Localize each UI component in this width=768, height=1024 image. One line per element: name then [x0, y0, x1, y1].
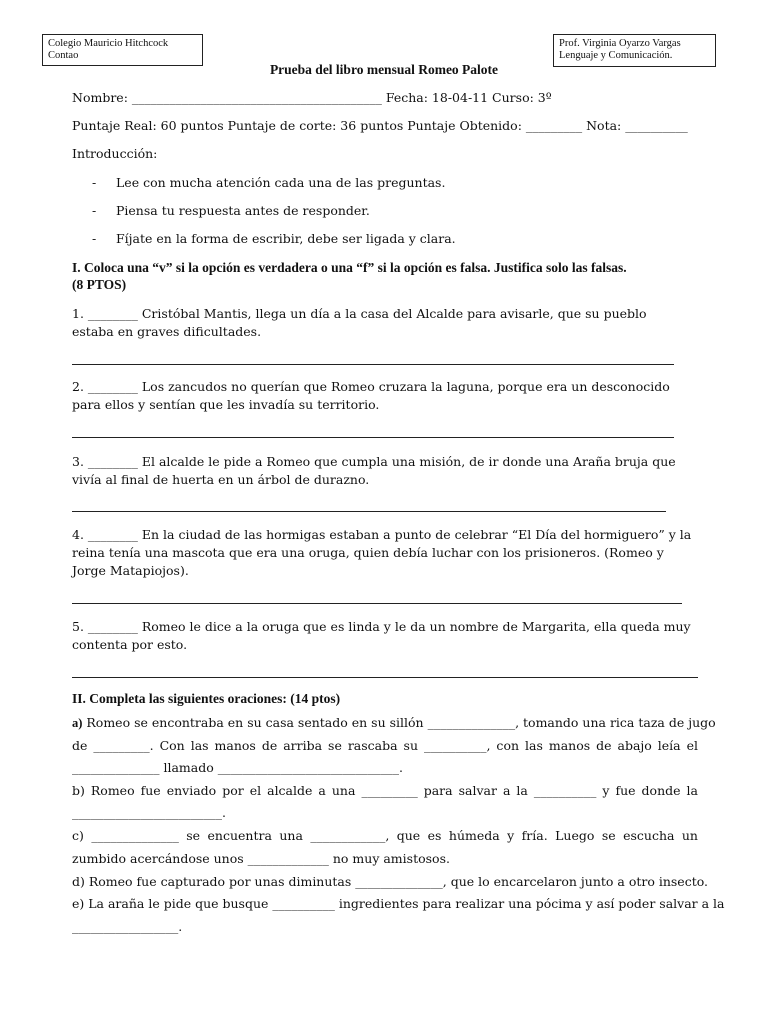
sentence-e-2: _________________.: [72, 919, 183, 934]
bullet-text: Piensa tu respuesta antes de responder.: [116, 203, 370, 218]
name-date-line: Nombre: ________________________________________ Fecha: 18-04-11 Curso: 3º: [72, 90, 552, 105]
question-4: 4. ________ En la ciudad de las hormigas estaban a punto de celebrar “El Día del hormiguero” y la reina tenía una mascota que era una oruga, quien debía luchar con los prisioneros. (Romeo y Jorge Matapiojos).: [72, 527, 692, 578]
bullet-dash: -: [92, 203, 97, 218]
intro-bullet: [92, 231, 456, 246]
question-1: 1. ________ Cristóbal Mantis, llega un día a la casa del Alcalde para avisarle, que su pueblo estaba en graves dificultades.: [72, 306, 647, 339]
intro-heading: Introducción:: [72, 146, 158, 161]
intro-bullet: [92, 203, 370, 218]
sentence-text: Romeo se encontraba en su casa sentado en su sillón ______________, tomando una rica taza de jugo: [82, 715, 716, 730]
bullet-text: Lee con mucha atención cada una de las preguntas.: [116, 175, 446, 190]
section2-heading: II. Completa las siguientes oraciones: (14 ptos): [72, 691, 341, 706]
sentence-b-2: ________________________.: [72, 805, 226, 820]
page-title: Prueba del libro mensual Romeo Palote: [269, 62, 499, 77]
answer-line-4: [72, 603, 682, 604]
score-line: Puntaje Real: 60 puntos Puntaje de corte: 36 puntos Puntaje Obtenido: _________ Nota: __________: [72, 118, 688, 133]
school-location: Contao: [48, 50, 79, 61]
school-name: Colegio Mauricio Hitchcock: [48, 38, 169, 49]
question-5: 5. ________ Romeo le dice a la oruga que es linda y le da un nombre de Margarita, ella queda muy contenta por esto.: [72, 619, 691, 652]
sentence-a-2: de _________. Con las manos de arriba se rascaba su __________, con las manos de abajo leía el: [72, 738, 698, 753]
bullet-dash: -: [92, 175, 97, 190]
question-2: 2. ________ Los zancudos no querían que Romeo cruzara la laguna, porque era un desconocido para ellos y sentían que les invadía su territorio.: [72, 379, 670, 412]
answer-line-3: [72, 511, 666, 512]
question-3: 3. ________ El alcalde le pide a Romeo que cumpla una misión, de ir donde una Araña bruja que vivía al final de huerta en un árbol de durazno.: [72, 454, 676, 487]
bullet-dash: -: [92, 231, 97, 246]
answer-line-1: [72, 364, 674, 365]
sentence-e-1: e) La araña le pide que busque __________ ingredientes para realizar una pócima y así poder salvar a la: [72, 896, 725, 911]
teacher-name: Prof. Virginia Oyarzo Vargas: [559, 38, 681, 49]
item-label: a): [72, 716, 83, 730]
bullet-text: Fíjate en la forma de escribir, debe ser ligada y clara.: [116, 231, 456, 246]
answer-line-2: [72, 437, 674, 438]
section1-points: (8 PTOS): [72, 277, 127, 292]
sentence-d-1: d) Romeo fue capturado por unas diminutas ______________, que lo encarcelaron junto a otro insecto.: [72, 874, 709, 889]
sentence-c-1: c) ______________ se encuentra una ____________, que es húmeda y fría. Luego se escucha un: [72, 828, 698, 843]
section1-heading: I. Coloca una “v” si la opción es verdadera o una “f” si la opción es falsa. Justifica solo las falsas.: [72, 260, 627, 275]
subject-name: Lenguaje y Comunicación.: [559, 50, 673, 61]
sentence-b-1: b) Romeo fue enviado por el alcalde a una _________ para salvar a la __________ y fue donde la: [72, 783, 698, 798]
sentence-a-1: [72, 715, 716, 731]
answer-line-5: [72, 677, 698, 678]
sentence-c-2: zumbido acercándose unos _____________ no muy amistosos.: [72, 851, 450, 866]
intro-bullet: [92, 175, 445, 190]
sentence-a-3: ______________ llamado _____________________________.: [72, 760, 403, 775]
